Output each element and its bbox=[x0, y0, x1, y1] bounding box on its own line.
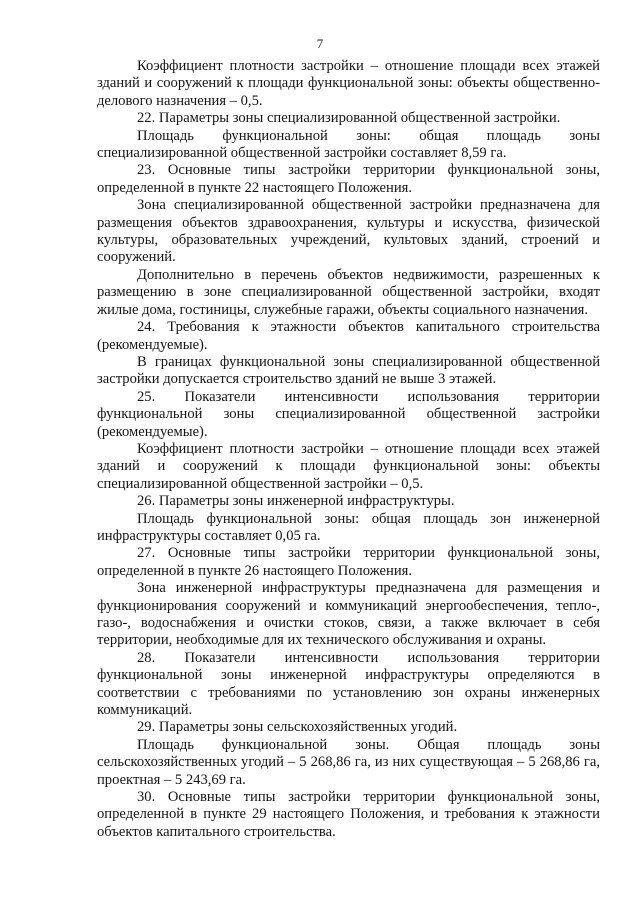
section-heading: 27. Основные типы застройки территории функциональной зоны, определенной в пункте 26 настоящего Положения. bbox=[97, 545, 600, 579]
section-heading: 24. Требования к этажности объектов капитального строительства (рекомендуемые). bbox=[97, 319, 600, 353]
paragraph: Площадь функциональной зоны. Общая площадь зоны сельскохозяйственных угодий – 5 268,86 га, из них существующая – 5 268,86 га, проектная – 5 243,69 га. bbox=[97, 736, 600, 788]
section-heading: 25. Показатели интенсивности использования территории функциональной зоны специализированной общественной застройки (рекомендуемые). bbox=[97, 388, 600, 440]
section-heading: 30. Основные типы застройки территории функциональной зоны, определенной в пункте 29 настоящего Положения, и требования к этажности объектов капитального строительства. bbox=[97, 789, 600, 840]
paragraph: Зона инженерной инфраструктуры предназначена для размещения и функционирования сооружений и коммуникаций энергообеспечения, тепло-, газо-, водоснабжения и очистки стоков, связи, а также включает в себя территории, необходимые для их технического обслуживания и охраны. bbox=[97, 580, 600, 649]
document-body bbox=[97, 58, 600, 841]
paragraph: Коэффициент плотности застройки – отношение площади всех этажей зданий и сооружений к площади функциональной зоны: объекты общественно-делового назначения – 0,5. bbox=[97, 58, 600, 109]
section-heading: 22. Параметры зоны специализированной общественной застройки. bbox=[137, 110, 561, 127]
paragraph: Коэффициент плотности застройки – отношение площади всех этажей зданий и сооружений к площади функциональной зоны: объекты специализированной общественной застройки – 0,5. bbox=[97, 440, 600, 492]
paragraph: Площадь функциональной зоны: общая площадь зон инженерной инфраструктуры составляет 0,05 га. bbox=[97, 510, 600, 544]
section-heading: 29. Параметры зоны сельскохозяйственных угодий. bbox=[137, 719, 458, 736]
page-number: 7 bbox=[316, 36, 324, 51]
section-heading: 28. Показатели интенсивности использования территории функциональной зоны инженерной инфраструктуры определяются в соответствии с требованиями по установлению зон охраны инженерных коммуникаций. bbox=[97, 649, 600, 719]
paragraph: Площадь функциональной зоны: общая площадь зоны специализированной общественной застройки составляет 8,59 га. bbox=[97, 127, 600, 162]
paragraph: Зона специализированной общественной застройки предназначена для размещения объектов здравоохранения, культуры и искусства, физической культуры, образовательных учреждений, культовых зданий, строений и сооружений. bbox=[97, 197, 600, 266]
paragraph: В границах функциональной зоны специализированной общественной застройки допускается строительство зданий не выше 3 этажей. bbox=[97, 353, 600, 388]
paragraph: Дополнительно в перечень объектов недвижимости, разрешенных к размещению в зоне специализированной общественной застройки, входят жилые дома, гостиницы, служебные гаражи, объекты социального назначения. bbox=[97, 266, 600, 318]
section-heading: 23. Основные типы застройки территории функциональной зоны, определенной в пункте 22 настоящего Положения. bbox=[97, 162, 600, 196]
section-heading: 26. Параметры зоны инженерной инфраструктуры. bbox=[137, 493, 455, 510]
